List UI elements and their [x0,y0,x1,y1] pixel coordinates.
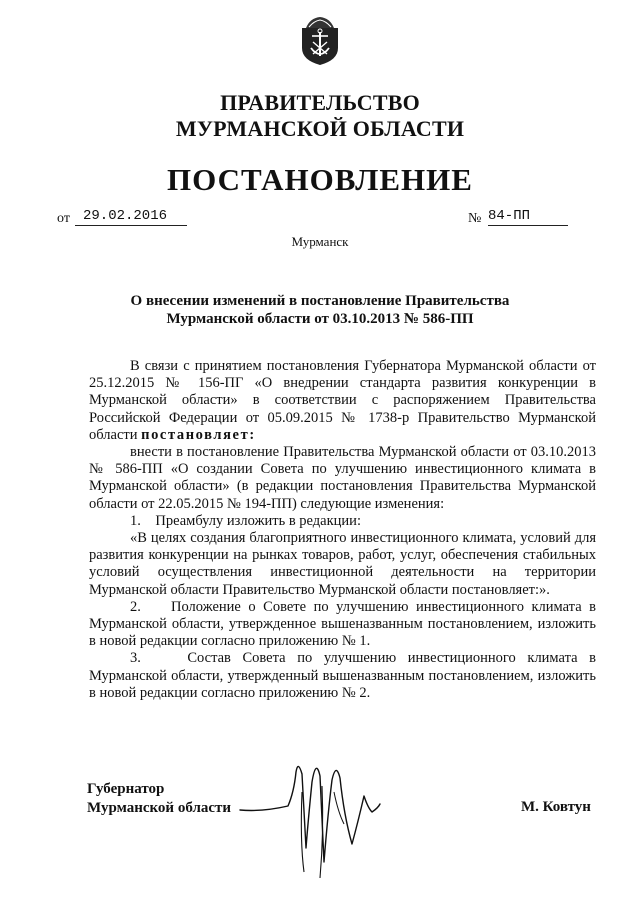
document-type: ПОСТАНОВЛЕНИЕ [167,162,473,197]
coat-of-arms-icon [300,14,340,66]
city: Мурманск [291,234,349,249]
signatory-name: М. Ковтун [521,799,591,815]
quoted-preamble: «В целях создания благоприятного инвестиционного климата, условий для развития конкуренции на рынках товаров, работ, услуг, обеспечения стабильных условий осуществления инвестиционной деятельности на территории Мурманской области Правительство Мурманской области постановляет:». [89,530,596,598]
date-value: 29.02.2016 [75,207,187,226]
date-label: от [57,211,70,226]
paragraph-preamble [89,358,596,444]
org-name-line2: МУРМАНСКОЙ ОБЛАСТИ [175,116,465,141]
list-item-1: 1. Преамбулу изложить в редакции: [130,512,361,529]
document-subject [100,292,540,328]
list-item-2: 2. Положение о Совете по улучшению инвестиционного климата в Мурманской области, утвержденное вышеназванным постановлением, изложить в новой редакции согласно приложению № 1. [89,598,596,650]
preamble-text: В связи с принятием постановления Губернатора Мурманской области от 25.12.2015 № 156-ПГ «О внедрении стандарта развития конкуренции в Мурманской области» в соответствии с распоряжением Правительства Российской Федерации от 05.09.2015 № 1738-р Правительство Мурманской области [89,358,596,443]
position-line2: Мурманской области [87,800,232,816]
signatory-position [87,780,231,818]
number-label: № [468,211,482,226]
document-body [89,358,596,702]
org-name-line1: ПРАВИТЕЛЬСТВО [220,90,420,115]
handwritten-signature [232,752,382,882]
position-line1: Губернатор [87,781,165,797]
list-item-3: 3. Состав Совета по улучшению инвестиционного климата в Мурманской области, утвержденный вышеназванным постановлением, изложить в новой редакции согласно приложению № 2. [89,650,596,701]
number-value: 84-ПП [488,207,568,226]
paragraph-intro: внести в постановление Правительства Мурманской области от 03.10.2013 № 586-ПП «О создании Совета по улучшению инвестиционного климата в Мурманской области» (в редакции постановления Правительства Мурманской области от 22.05.2015 № 194-ПП) следующие изменения: [89,444,596,512]
subject-line1: О внесении изменений в постановление Правительства [130,293,510,309]
decree-keyword: постановляет: [141,426,256,443]
subject-line2: Мурманской области от 03.10.2013 № 586-ПП [166,311,474,327]
